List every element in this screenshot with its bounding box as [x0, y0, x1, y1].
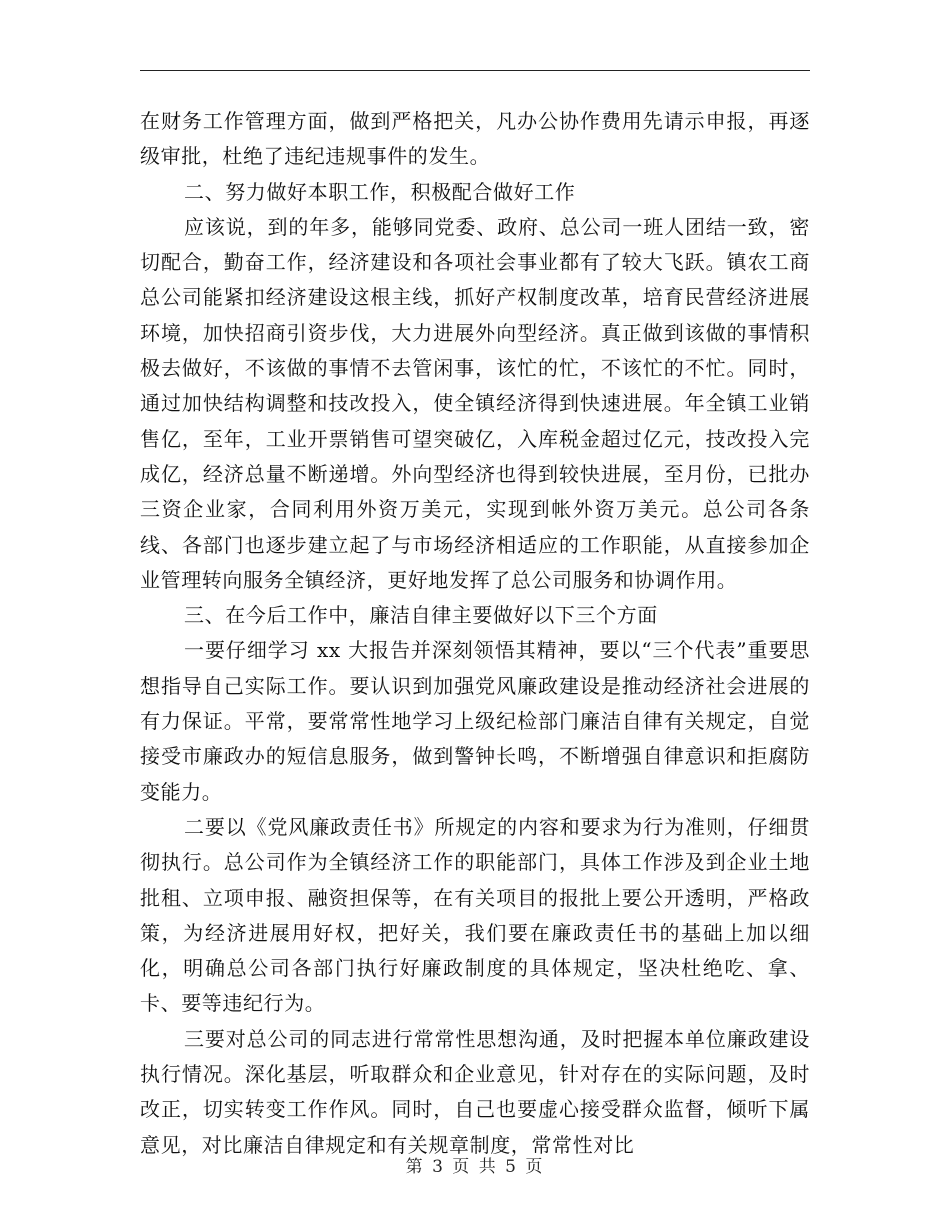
paragraph-point-one: 一要仔细学习 xx 大报告并深刻领悟其精神，要以“三个代表”重要思想指导自己实际工作。要认识到加强党风廉政建设是推动经济社会进展的有力保证。平常，要常常性地学习上级纪检部门廉洁自律有关规定，自觉接受市廉政办的短信息服务，做到警钟长鸣，不断增强自律意识和拒腐防变能力。 [140, 638, 810, 804]
header-rule [140, 70, 810, 71]
section-heading-2: 二、努力做好本职工作，积极配合做好工作 [184, 179, 576, 204]
paragraph-point-two: 二要以《党风廉政责任书》所规定的内容和要求为行为准则，仔细贯彻执行。总公司作为全镇经济工作的职能部门，具体工作涉及到企业土地批租、立项申报、融资担保等，在有关项目的报批上要公开透明，严格政策，为经济进展用好权，把好关，我们要在廉政责任书的基础上加以细化，明确总公司各部门执行好廉政制度的具体规定，坚决杜绝吃、拿、卡、要等违纪行为。 [140, 814, 810, 1016]
document-body [140, 104, 810, 1163]
section-heading-3: 三、在今后工作中，廉洁自律主要做好以下三个方面 [184, 603, 658, 628]
paragraph-point-three: 三要对总公司的同志进行常常性思想沟通，及时把握本单位廉政建设执行情况。深化基层，听取群众和企业意见，针对存在的实际问题，及时改正，切实转变工作作风。同时，自己也要虚心接受群众监督，倾听下属意见，对比廉洁自律规定和有关规章制度，常常性对比 [140, 1026, 810, 1157]
page-number-footer: 第 3 页 共 5 页 [405, 1157, 545, 1177]
paragraph-intro-continuation: 在财务工作管理方面，做到严格把关，凡办公协作费用先请示申报，再逐级审批，杜绝了违纪违规事件的发生。 [140, 109, 810, 169]
paragraph-economic-progress: 应该说，到的年多，能够同党委、政府、总公司一班人团结一致，密切配合，勤奋工作，经济建设和各项社会事业都有了较大飞跃。镇农工商总公司能紧扣经济建设这根主线，抓好产权制度改革，培育民营经济进展环境，加快招商引资步伐，大力进展外向型经济。真正做到该做的事情积极去做好，不该做的事情不去管闲事，该忙的忙，不该忙的不忙。同时，通过加快结构调整和技改投入，使全镇经济得到快速进展。年全镇工业销售亿，至年，工业开票销售可望突破亿，入库税金超过亿元，技改投入完成亿，经济总量不断递增。外向型经济也得到较快进展，至月份，已批办三资企业家，合同利用外资万美元，实现到帐外资万美元。总公司各条线、各部门也逐步建立起了与市场经济相适应的工作职能，从直接参加企业管理转向服务全镇经济，更好地发挥了总公司服务和协调作用。 [140, 214, 810, 592]
